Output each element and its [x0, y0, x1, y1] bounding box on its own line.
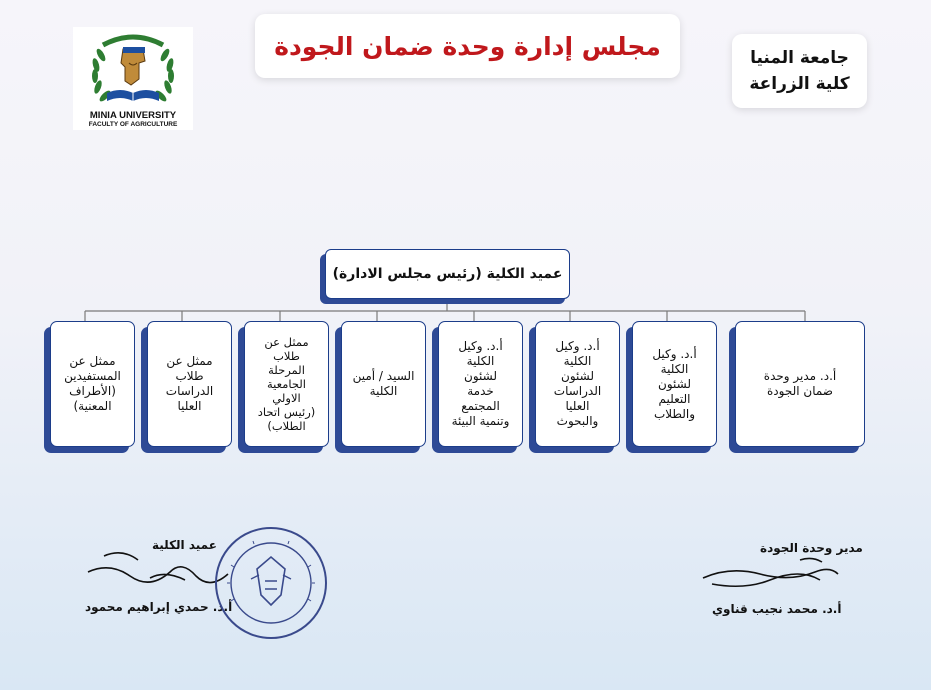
org-member-label: أ.د. مدير وحدة ضمان الجودة: [763, 369, 837, 398]
org-root-label: عميد الكلية (رئيس مجلس الادارة): [332, 266, 563, 282]
quality-director-title: مدير وحدة الجودة: [760, 541, 863, 555]
org-member-label: أ.د. وكيل الكلية لشئون خدمة المجتمع وتنمية البيئة: [451, 339, 510, 428]
official-stamp-icon: [213, 525, 329, 641]
org-member-label: ممثل عن طلاب الدراسات العليا: [165, 354, 214, 413]
org-member-label: أ.د. وكيل الكلية لشئون الدراسات العليا والبحوث: [553, 339, 602, 428]
logo-english-subtitle: FACULTY OF AGRICULTURE: [88, 121, 178, 128]
university-name: جامعة المنيا: [750, 48, 849, 68]
quality-director-name: أ.د. محمد نجيب قناوي: [712, 602, 842, 616]
page-title: مجلس إدارة وحدة ضمان الجودة: [274, 31, 661, 61]
org-member-label: أ.د. وكيل الكلية لشئون التعليم والطلاب: [652, 346, 697, 421]
org-member-label: ممثل عن المستفيدين (الأطراف المعنية): [64, 354, 121, 413]
dean-name: أ.د. حمدي إبراهيم محمود: [85, 600, 233, 614]
dean-signature-icon: [88, 553, 228, 583]
quality-director-signature-icon: [703, 558, 838, 586]
org-member-label: ممثل عن طلاب المرحلة الجامعية الاولي (رئيس اتحاد الطلاب): [257, 335, 316, 433]
faculty-name: كلية الزراعة: [749, 74, 850, 94]
dean-title: عميد الكلية: [152, 538, 217, 552]
org-member-label: السيد / أمين الكلية: [352, 369, 415, 398]
logo-english-title: MINIA UNIVERSITY: [89, 110, 177, 121]
